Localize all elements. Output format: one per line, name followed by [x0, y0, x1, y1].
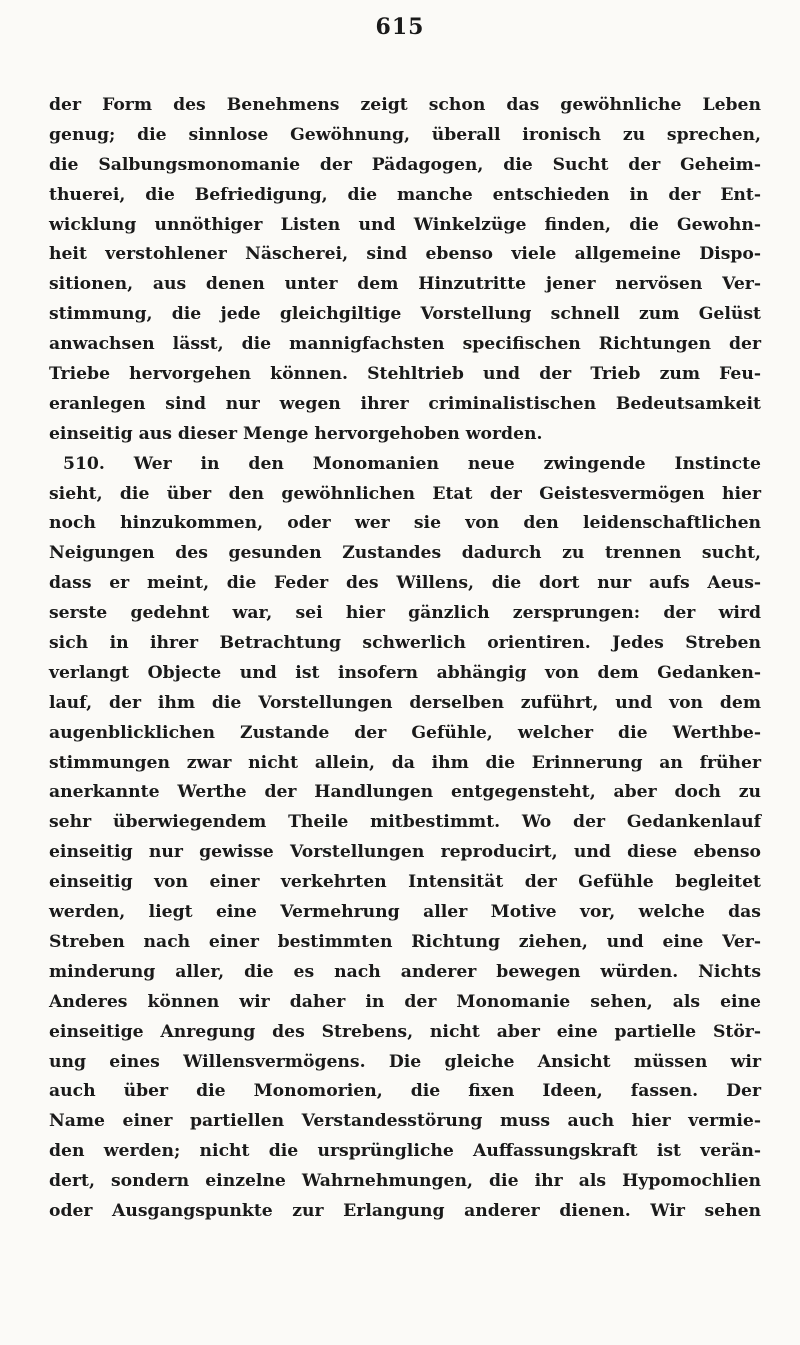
text-line: verlangt Objecte und ist insofern abhängig von dem Gedanken-	[49, 662, 761, 683]
text-line: dass er meint, die Feder des Willens, die dort nur aufs Aeus-	[49, 573, 761, 594]
text-line: Neigungen des gesunden Zustandes dadurch zu trennen sucht,	[49, 543, 761, 564]
text-line: einseitig von einer verkehrten Intensität der Gefühle begleitet	[49, 872, 761, 893]
body-text	[49, 91, 761, 1227]
text-line: stimmung, die jede gleichgiltige Vorstellung schnell zum Gelüst	[49, 304, 761, 325]
text-line: anerkannte Werthe der Handlungen entgegensteht, aber doch zu	[49, 782, 761, 803]
text-line: anwachsen lässt, die mannigfachsten specifischen Richtungen der	[49, 334, 761, 355]
text-line: sieht, die über den gewöhnlichen Etat der Geistesvermögen hier	[49, 483, 761, 504]
text-line: serste gedehnt war, sei hier gänzlich zersprungen: der wird	[49, 603, 761, 624]
page-number: 615	[375, 14, 425, 40]
text-line: die Salbungsmonomanie der Pädagogen, die Sucht der Geheim-	[49, 154, 761, 175]
text-line: lauf, der ihm die Vorstellungen derselben zuführt, und von dem	[49, 692, 761, 713]
text-line: Name einer partiellen Verstandesstörung muss auch hier vermie-	[49, 1111, 761, 1132]
text-line: oder Ausgangspunkte zur Erlangung anderer dienen. Wir sehen	[49, 1200, 761, 1221]
text-line: dert, sondern einzelne Wahrnehmungen, die ihr als Hypomochlien	[49, 1171, 761, 1192]
text-line: sehr überwiegendem Theile mitbestimmt. Wo der Gedankenlauf	[49, 812, 761, 833]
text-line: Triebe hervorgehen können. Stehltrieb und der Trieb zum Feu-	[49, 364, 761, 385]
text-line: sitionen, aus denen unter dem Hinzutritte jener nervösen Ver-	[49, 274, 761, 295]
text-line: sich in ihrer Betrachtung schwerlich orientiren. Jedes Streben	[49, 633, 761, 654]
text-line: noch hinzukommen, oder wer sie von den leidenschaftlichen	[49, 513, 761, 534]
text-line: heit verstohlener Näscherei, sind ebenso viele allgemeine Dispo-	[49, 244, 761, 265]
text-line: eranlegen sind nur wegen ihrer criminalistischen Bedeutsamkeit	[49, 393, 761, 414]
text-line: auch über die Monomorien, die fixen Ideen, fassen. Der	[49, 1081, 761, 1102]
text-line: Anderes können wir daher in der Monomanie sehen, als eine	[49, 991, 761, 1012]
text-line: werden, liegt eine Vermehrung aller Motive vor, welche das	[49, 902, 761, 923]
text-line: genug; die sinnlose Gewöhnung, überall ironisch zu sprechen,	[49, 124, 761, 145]
text-line: der Form des Benehmens zeigt schon das gewöhnliche Leben	[49, 95, 761, 115]
text-line: einseitig nur gewisse Vorstellungen reproducirt, und diese ebenso	[49, 842, 761, 863]
text-line: einseitige Anregung des Strebens, nicht aber eine partielle Stör-	[49, 1021, 761, 1042]
text-line: stimmungen zwar nicht allein, da ihm die Erinnerung an früher	[49, 752, 761, 773]
section-start-line: 510. Wer in den Monomanien neue zwingende Instincte	[63, 453, 761, 474]
text-line: den werden; nicht die ursprüngliche Auffassungskraft ist verän-	[49, 1141, 761, 1162]
text-line: Streben nach einer bestimmten Richtung ziehen, und eine Ver-	[49, 931, 761, 952]
text-line: augenblicklichen Zustande der Gefühle, welcher die Werthbe-	[49, 722, 761, 743]
text-line: ung eines Willensvermögens. Die gleiche Ansicht müssen wir	[49, 1051, 761, 1072]
text-line: minderung aller, die es nach anderer bewegen würden. Nichts	[49, 961, 761, 982]
paragraph-end-line: einseitig aus dieser Menge hervorgehoben worden.	[49, 423, 543, 444]
text-line: thuerei, die Befriedigung, die manche entschieden in der Ent-	[49, 184, 761, 205]
text-line: wicklung unnöthiger Listen und Winkelzüge finden, die Gewohn-	[49, 214, 761, 235]
